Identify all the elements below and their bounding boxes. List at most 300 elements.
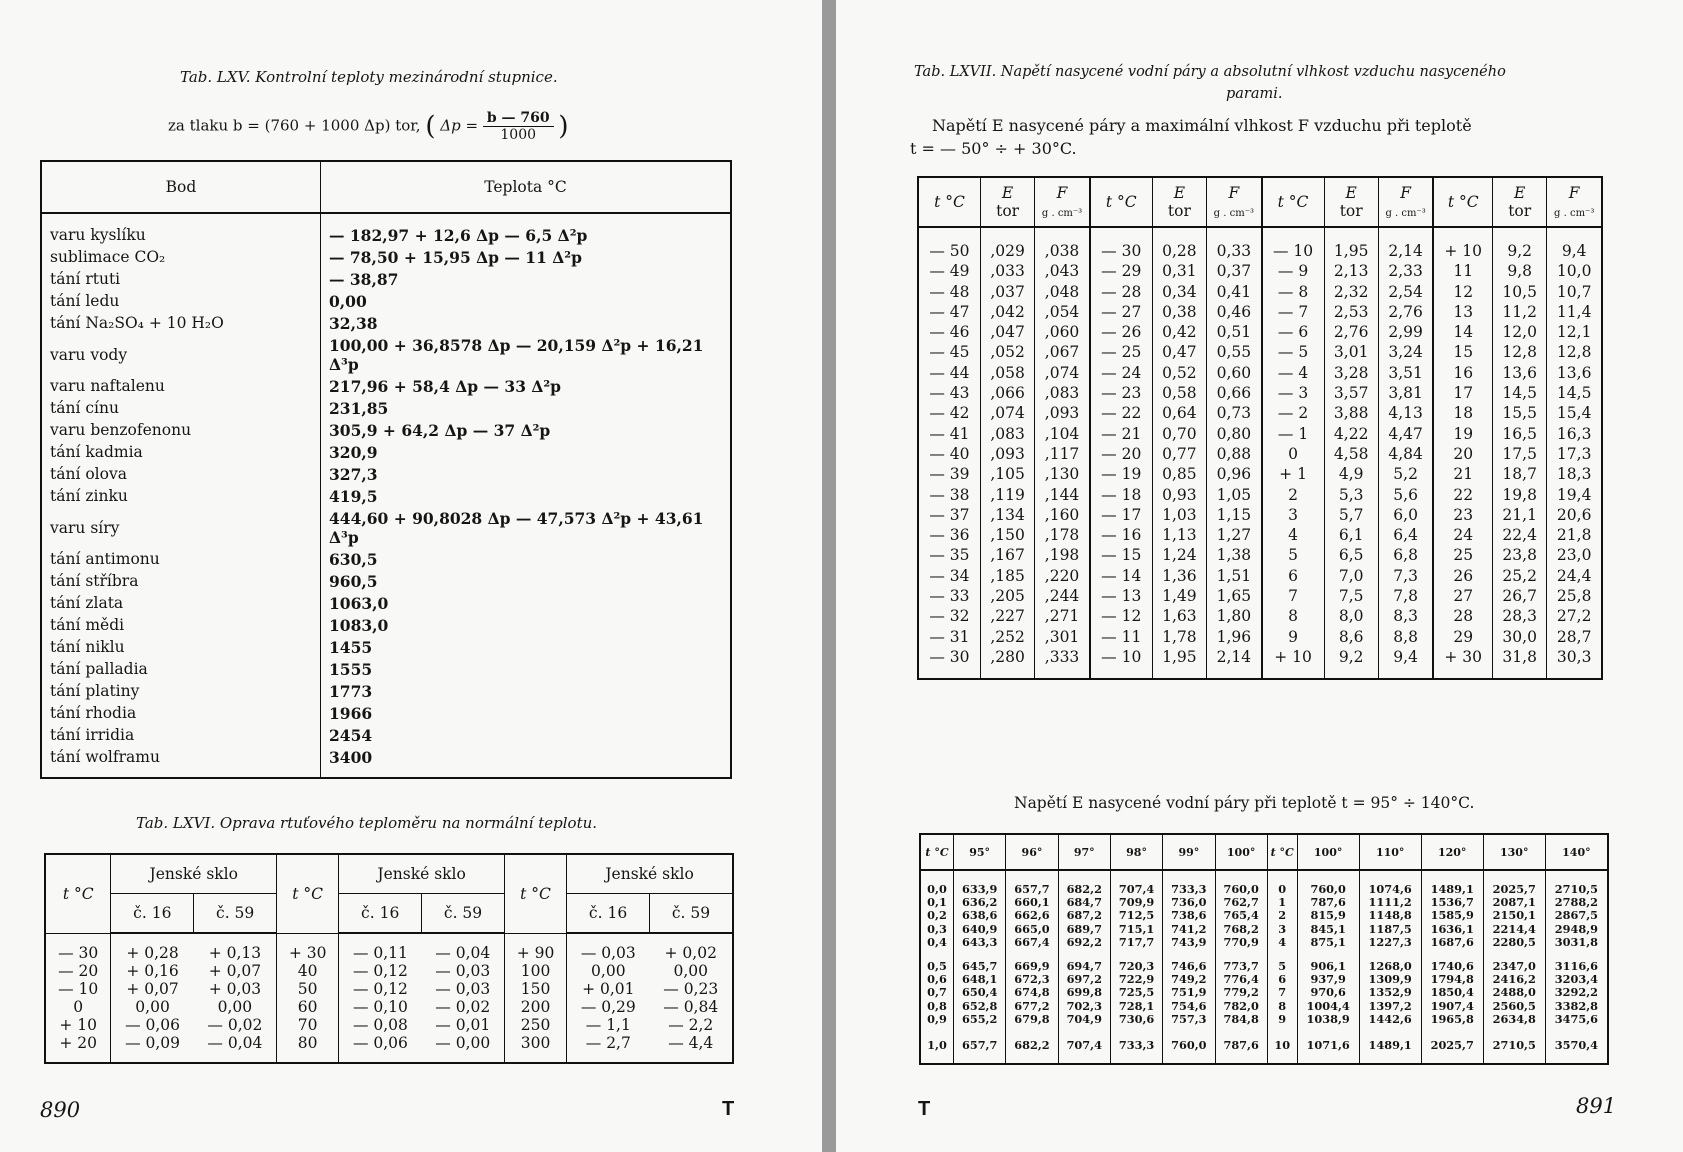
tab95-value-cell: 9	[1267, 1013, 1297, 1026]
tab67-f-value-cell: 9,4	[1378, 646, 1433, 679]
tab65-temperature: 1083,0	[329, 616, 389, 635]
tab67-t-value-cell: — 19	[1090, 463, 1152, 483]
tab67-e-value-cell: ,083	[980, 423, 1034, 443]
tab67-t-value-cell: 28	[1433, 605, 1492, 625]
tab67-t-value-cell: 20	[1433, 443, 1492, 463]
tab67-e-value-cell: 1,63	[1152, 605, 1206, 625]
tab67-row	[918, 646, 1602, 679]
tab67-e-value-cell: 1,36	[1152, 565, 1206, 585]
tab67-f-value-cell: 1,27	[1207, 524, 1262, 544]
tab65-point-name: tání mědi	[41, 615, 321, 637]
tab67-intro-line2: t = — 50° ÷ + 30°C.	[910, 139, 1077, 158]
tab66-glass16-cell: — 1,1	[567, 1016, 650, 1034]
tab67-e-value-cell: 3,01	[1324, 341, 1378, 361]
tab95-value-cell: 6	[1267, 973, 1297, 986]
tab65-point-name: tání olova	[41, 464, 321, 486]
tab67-e-value-cell: ,119	[980, 483, 1034, 503]
tab66-glass16-cell: 0,00	[111, 998, 194, 1016]
tab67-f-value-cell: 5,6	[1378, 483, 1433, 503]
tab95-header-cell: 98°	[1110, 834, 1162, 870]
tab95-value-cell: 0,6	[927, 972, 947, 987]
tab66-caption: Tab. LXVI. Oprava rtuťového teploměru na normální teplotu.	[136, 814, 598, 832]
tab67-t-value-cell: — 48	[929, 282, 970, 301]
tab65-row	[41, 269, 731, 291]
tab95-value-cell: 2488,0	[1483, 986, 1545, 999]
tab67-t-value-cell: — 1	[1262, 423, 1324, 443]
tab67-f-value-cell: 1,80	[1207, 605, 1262, 625]
tab65-row	[41, 291, 731, 313]
tab67-header-f-unit: g . cm⁻³	[1213, 208, 1254, 219]
tab95-value-cell: 751,9	[1163, 986, 1215, 999]
tab66-t-value-cell: 70	[277, 1016, 339, 1034]
tab95-value-cell: 2025,7	[1483, 870, 1545, 896]
tab95-value-cell: 717,7	[1110, 936, 1162, 949]
tab67-f-value-cell: ,130	[1035, 463, 1090, 483]
tab67-intro-line1: Napětí E nasycené páry a maximální vlhkost F vzduchu při teplotě	[932, 116, 1472, 135]
tab95-value-cell: 779,2	[1215, 986, 1267, 999]
tab67-e-value-cell: 2,76	[1324, 321, 1378, 341]
tab67-t-value-cell: — 15	[1090, 544, 1152, 564]
tab95-value-cell: 657,7	[954, 1026, 1006, 1064]
tab95-header-cell: 99°	[1163, 834, 1215, 870]
tab66-t-value-cell: 250	[504, 1016, 566, 1034]
tab67-f-value-cell: 0,55	[1207, 341, 1262, 361]
tab67-f-value-cell: 2,54	[1378, 281, 1433, 301]
tab67-header-f-unit: g . cm⁻³	[1385, 208, 1426, 219]
tab66-glass59-cell: — 0,02	[435, 998, 491, 1016]
tab67-e-value-cell: 8,6	[1324, 626, 1378, 646]
tab67-e-value-cell: 10,5	[1493, 281, 1547, 301]
tab67-e-value-cell: 2,13	[1324, 260, 1378, 280]
tab67-f-value-cell: ,048	[1035, 281, 1090, 301]
formula-prefix: za tlaku b = (760 + 1000 Δp) tor,	[168, 116, 421, 135]
tab67-header-e-unit: tor	[1167, 202, 1191, 220]
tab67-f-value-cell: 1,51	[1207, 565, 1262, 585]
tab95-value-cell: 687,2	[1058, 909, 1110, 922]
tab95-value-cell: 782,0	[1215, 1000, 1267, 1013]
tab65-point-name: varu naftalenu	[41, 376, 321, 398]
tab95-value-cell: 709,9	[1110, 896, 1162, 909]
tab67-t-value-cell: 12	[1433, 281, 1492, 301]
tab65-point-name: varu benzofenonu	[41, 420, 321, 442]
tab67-t-value-cell: 29	[1433, 626, 1492, 646]
tab95-value-cell: 2948,9	[1545, 923, 1608, 936]
tab95-value-cell: 1074,6	[1359, 870, 1421, 896]
tab65-row	[41, 313, 731, 335]
tab65-temperature: 1555	[329, 660, 373, 679]
tab95-row	[920, 1026, 1608, 1064]
tab67-t-value-cell: — 34	[929, 566, 970, 585]
tab65-row	[41, 593, 731, 615]
tab95-value-cell: 702,3	[1058, 1000, 1110, 1013]
formula-numerator: b — 760	[483, 110, 554, 127]
tab95-value-cell: 1489,1	[1359, 1026, 1421, 1064]
tab95-row	[920, 1000, 1608, 1013]
tab67-t-value-cell: 6	[1262, 565, 1324, 585]
tab95-value-cell: 672,3	[1006, 973, 1058, 986]
tab66-glass59-cell: — 0,03	[435, 962, 491, 980]
tab65-temperature: 1773	[329, 682, 373, 701]
tab67-e-value-cell: ,227	[980, 605, 1034, 625]
tab67-t-value-cell: — 41	[929, 424, 970, 443]
tab67-e-value-cell: 1,78	[1152, 626, 1206, 646]
page-number-left: 890	[40, 1098, 81, 1122]
tab67-f-value-cell: 8,8	[1378, 626, 1433, 646]
tab67-row	[918, 565, 1602, 585]
tab95-header-cell: 95°	[954, 834, 1006, 870]
tab67-row	[918, 463, 1602, 483]
tab67-t-value-cell: 11	[1433, 260, 1492, 280]
tab67-row	[918, 626, 1602, 646]
tab67-header-e-symbol: E	[1345, 184, 1357, 202]
tab67-t-value-cell: — 12	[1090, 605, 1152, 625]
tab67-e-value-cell: 14,5	[1493, 382, 1547, 402]
tab66-glass59-cell: 0,00	[217, 998, 253, 1016]
tab67-e-value-cell: 0,70	[1152, 423, 1206, 443]
tab95-value-cell: 8	[1267, 1000, 1297, 1013]
tab65-temperature: 3400	[329, 748, 373, 767]
tab67-e-value-cell: ,042	[980, 301, 1034, 321]
tab66-sub-16-3: č. 16	[567, 894, 650, 934]
tab67-t-value-cell: — 40	[929, 444, 970, 463]
tab95-value-cell: 2710,5	[1483, 1026, 1545, 1064]
tab66-glass59-cell: + 0,03	[208, 980, 262, 998]
tab67-t-value-cell: 13	[1433, 301, 1492, 321]
tab67-header-e-symbol: E	[1173, 184, 1186, 202]
tab95-value-cell: 0,7	[927, 985, 947, 1000]
tab95-value-cell: 0,0	[927, 882, 947, 896]
tab67-header-e	[1493, 177, 1547, 227]
tab67-t-value-cell: + 10	[1433, 227, 1492, 260]
tab67-header-e-symbol: E	[1514, 184, 1526, 202]
tab95-value-cell: 684,7	[1058, 896, 1110, 909]
tab65-point-name: tání rhodia	[41, 703, 321, 725]
tab67-f-value-cell: ,117	[1035, 443, 1090, 463]
tab67-t-value-cell: — 30	[1090, 227, 1152, 260]
tab95-value-cell: 765,4	[1215, 909, 1267, 922]
tab66-glass59-cell: — 0,01	[435, 1016, 491, 1034]
tab95-value-cell: 636,2	[954, 896, 1006, 909]
tab67-e-value-cell: 3,28	[1324, 362, 1378, 382]
tab95-value-cell: 3031,8	[1545, 936, 1608, 949]
tab67-e-value-cell: 0,58	[1152, 382, 1206, 402]
tab65-row	[41, 486, 731, 508]
tab67-t-value-cell: — 25	[1090, 341, 1152, 361]
tab65-row	[41, 703, 731, 725]
tab67-header-e	[980, 177, 1034, 227]
tab67-header-t: t °C	[918, 177, 980, 227]
tab66-glass59-cell: — 0,04	[207, 1034, 263, 1052]
tab95-value-cell: 679,8	[1006, 1013, 1058, 1026]
tab95-value-cell: 733,3	[1110, 1026, 1162, 1064]
tab67-f-value-cell: 5,2	[1378, 463, 1433, 483]
tab95-header-cell: 100°	[1215, 834, 1267, 870]
tab67-f-value-cell: ,067	[1035, 341, 1090, 361]
tab67-row	[918, 423, 1602, 443]
tab65-row	[41, 247, 731, 269]
tab65-point-name: sublimace CO₂	[41, 247, 321, 269]
tab67-e-value-cell: ,074	[980, 402, 1034, 422]
tab67-t-value-cell: 5	[1262, 544, 1324, 564]
tab67-t-value-cell: + 30	[1433, 646, 1492, 679]
tab95-value-cell: 784,8	[1215, 1013, 1267, 1026]
tab95-value-cell: 760,0	[1163, 1026, 1215, 1064]
tab67-e-value-cell: 13,6	[1493, 362, 1547, 382]
tab67-row	[918, 605, 1602, 625]
tab67-t-value-cell: — 26	[1090, 321, 1152, 341]
tab67-e-value-cell: 26,7	[1493, 585, 1547, 605]
tab67-e-value-cell: 9,8	[1493, 260, 1547, 280]
tab95-value-cell: 1,0	[927, 1038, 947, 1053]
tab95-value-cell: 2710,5	[1545, 870, 1608, 896]
tab95-value-cell: 682,2	[1058, 870, 1110, 896]
tab65-formula	[168, 110, 569, 143]
tab65-point-name: tání stříbra	[41, 571, 321, 593]
tab66-sub-59-1: č. 59	[194, 894, 277, 934]
tab67-t-value-cell: — 22	[1090, 402, 1152, 422]
tab95-header-cell: 110°	[1359, 834, 1421, 870]
tab66-glass16-cell: — 0,29	[567, 998, 650, 1016]
tab67-t-value-cell: — 4	[1262, 362, 1324, 382]
tab67-t-value-cell: — 5	[1262, 341, 1324, 361]
tab67-f-value-cell: 9,4	[1547, 227, 1602, 260]
tab65-point-name: tání rtuti	[41, 269, 321, 291]
page-number-right: 891	[1576, 1094, 1617, 1118]
tab67-t-value-cell: 17	[1433, 382, 1492, 402]
tab67-f-value-cell: 0,37	[1207, 260, 1262, 280]
formula-fraction	[483, 110, 554, 143]
tab66-glass59-cell: — 4,4	[668, 1034, 714, 1052]
tab67-t-value-cell: — 28	[1090, 281, 1152, 301]
tab95-value-cell: 712,5	[1110, 909, 1162, 922]
tab67-f-value-cell: 6,0	[1378, 504, 1433, 524]
tab95-value-cell: 3475,6	[1545, 1013, 1608, 1026]
tab95-value-cell: 738,6	[1163, 909, 1215, 922]
tab67-e-value-cell: ,029	[980, 227, 1034, 260]
tab65-point-name: tání kadmia	[41, 442, 321, 464]
tab95-value-cell: 743,9	[1163, 936, 1215, 949]
tab65-row	[41, 442, 731, 464]
tab67-f-value-cell: 0,88	[1207, 443, 1262, 463]
tab67-f-value-cell: ,178	[1035, 524, 1090, 544]
tab67-t-value-cell: — 20	[1090, 443, 1152, 463]
tab66-sub-16-1: č. 16	[111, 894, 194, 934]
tab67-header-f	[1547, 177, 1602, 227]
tab67-t-value-cell: 0	[1262, 443, 1324, 463]
tab66-glass59-cell: — 0,00	[435, 1034, 491, 1052]
tab65-row	[41, 659, 731, 681]
tab65-point-name: tání wolframu	[41, 747, 321, 779]
tab65-temperature: — 78,50 + 15,95 Δp — 11 Δ²p	[329, 248, 582, 267]
tab67-e-value-cell: 3,88	[1324, 402, 1378, 422]
tab67-e-value-cell: 6,1	[1324, 524, 1378, 544]
tab95-value-cell: 787,6	[1215, 1026, 1267, 1064]
tab67-f-value-cell: 10,0	[1547, 260, 1602, 280]
tab67-f-value-cell: 7,8	[1378, 585, 1433, 605]
tab95-value-cell: 0,8	[927, 998, 947, 1013]
tab67-t-value-cell: — 43	[929, 384, 970, 403]
tab65-row	[41, 420, 731, 442]
tab67-e-value-cell: 12,8	[1493, 341, 1547, 361]
tab67-f-value-cell: 12,1	[1547, 321, 1602, 341]
tab65-temperature: 100,00 + 36,8578 Δp — 20,159 Δ²p + 16,21 Δ³p	[329, 336, 704, 374]
tab66-row	[45, 980, 733, 998]
tab95-value-cell: 648,1	[954, 973, 1006, 986]
tab67-header-f-symbol: F	[1568, 184, 1580, 202]
tab65-point-name: tání zinku	[41, 486, 321, 508]
tab95-value-cell: 3116,6	[1545, 949, 1608, 973]
tab67-e-value-cell: 0,85	[1152, 463, 1206, 483]
tab66-t-value-cell: 100	[504, 962, 566, 980]
book-gutter	[822, 0, 836, 1152]
tab95-value-cell: 1227,3	[1359, 936, 1421, 949]
tab95-value-cell: 1907,4	[1421, 1000, 1483, 1013]
tab66-group-header-2: Jenské sklo	[339, 854, 505, 894]
tab67-t-value-cell: — 10	[1090, 646, 1152, 679]
tab67-f-value-cell: 2,33	[1378, 260, 1433, 280]
tab95-header-cell: 140°	[1545, 834, 1608, 870]
tab95-value-cell: 633,9	[954, 870, 1006, 896]
tab66-t-header-2: t °C	[277, 854, 339, 933]
tab65-point-name: tání irridia	[41, 725, 321, 747]
tab95-value-cell: 10	[1267, 1026, 1297, 1064]
tab95-value-cell: 652,8	[954, 1000, 1006, 1013]
tab65-row	[41, 213, 731, 247]
tab67-header-e	[1324, 177, 1378, 227]
tab67-f-value-cell: ,043	[1035, 260, 1090, 280]
tab67-e-value-cell: 15,5	[1493, 402, 1547, 422]
tab67-row	[918, 341, 1602, 361]
tab67-t-value-cell: 2	[1262, 483, 1324, 503]
tab67-e-value-cell: ,150	[980, 524, 1034, 544]
tab67-e-value-cell: 18,7	[1493, 463, 1547, 483]
tab95-value-cell: 1187,5	[1359, 923, 1421, 936]
tab67-header-f-unit: g . cm⁻³	[1554, 208, 1595, 219]
tab95-header-cell: t °C	[920, 834, 954, 870]
tab67-t-value-cell: — 3	[1262, 382, 1324, 402]
tab67-t-value-cell: — 11	[1090, 626, 1152, 646]
tab67-e-value-cell: 0,93	[1152, 483, 1206, 503]
tab95-value-cell: 4	[1267, 936, 1297, 949]
tab67-e-value-cell: 28,3	[1493, 605, 1547, 625]
tab67-e-value-cell: 4,58	[1324, 443, 1378, 463]
tab66-glass16-cell: 0,00	[567, 962, 650, 980]
tab95-value-cell: 1687,6	[1421, 936, 1483, 949]
tab67-e-value-cell: 23,8	[1493, 544, 1547, 564]
tab67-header-e-unit: tor	[1508, 202, 1532, 220]
tab65-row	[41, 398, 731, 420]
tab95-value-cell: 1740,6	[1421, 949, 1483, 973]
tab95-value-cell: 0,2	[927, 908, 947, 923]
tab67-t-value-cell: 22	[1433, 483, 1492, 503]
tab95-value-cell: 2	[1267, 909, 1297, 922]
tab95-value-cell: 689,7	[1058, 923, 1110, 936]
tab67-t-value-cell: 16	[1433, 362, 1492, 382]
tab67-e-value-cell: 5,3	[1324, 483, 1378, 503]
tab95-caption: Napětí E nasycené vodní páry při teplotě t = 95° ÷ 140°C.	[1014, 794, 1475, 812]
tab67-e-value-cell: ,052	[980, 341, 1034, 361]
tab67-f-value-cell: 4,47	[1378, 423, 1433, 443]
tab65-caption: Tab. LXV. Kontrolní teploty mezinárodní stupnice.	[180, 68, 558, 86]
tab66-row	[45, 1034, 733, 1063]
tab67-t-value-cell: — 2	[1262, 402, 1324, 422]
tab67-header-e-unit: tor	[1339, 202, 1363, 220]
tab95-value-cell: 1585,9	[1421, 909, 1483, 922]
tab67-e-value-cell: ,252	[980, 626, 1034, 646]
tab95-value-cell: 669,9	[1006, 949, 1058, 973]
tab67-e-value-cell: ,033	[980, 260, 1034, 280]
tab67-e-value-cell: ,047	[980, 321, 1034, 341]
tab65-point-name: tání Na₂SO₄ + 10 H₂O	[41, 313, 321, 335]
tab66-glass16-cell: — 0,10	[339, 998, 422, 1016]
tab65-header-teplota: Teplota °C	[321, 161, 732, 213]
tab67-header-t: t °C	[1090, 177, 1152, 227]
tab67-f-value-cell: 2,14	[1378, 227, 1433, 260]
tab67-e-value-cell: 1,13	[1152, 524, 1206, 544]
tab67-header-f-symbol: F	[1400, 184, 1412, 202]
tab65-temperature: 327,3	[329, 465, 378, 484]
tab66-t-value-cell: 300	[504, 1034, 566, 1063]
tab67-e-value-cell: 0,64	[1152, 402, 1206, 422]
tab67-e-value-cell: 9,2	[1324, 646, 1378, 679]
tab95-value-cell: 776,4	[1215, 973, 1267, 986]
tab95-value-cell: 3	[1267, 923, 1297, 936]
tab66-t-value-cell: 80	[277, 1034, 339, 1063]
tab65-temperature: 960,5	[329, 572, 378, 591]
tab67-e-value-cell: 0,47	[1152, 341, 1206, 361]
tab66-glass16-cell: + 0,28	[111, 933, 194, 962]
tab67-f-value-cell: 4,13	[1378, 402, 1433, 422]
tab67-e-value-cell: ,037	[980, 281, 1034, 301]
tab67-f-value-cell: 15,4	[1547, 402, 1602, 422]
tab95-value-cell: 699,8	[1058, 986, 1110, 999]
tab67-t-value-cell: — 23	[1090, 382, 1152, 402]
tab95-header-cell: 130°	[1483, 834, 1545, 870]
tab65-temperature: 419,5	[329, 487, 378, 506]
tab66-glass16-cell: — 0,11	[339, 933, 422, 962]
tab95-value-cell: 2087,1	[1483, 896, 1545, 909]
tab66-glass59-cell: — 2,2	[668, 1016, 714, 1034]
publisher-logo-right: T	[918, 1098, 931, 1120]
tab95-value-cell: 667,4	[1006, 936, 1058, 949]
tab65-point-name: tání platiny	[41, 681, 321, 703]
tab67-f-value-cell: 1,15	[1207, 504, 1262, 524]
tab67-table	[917, 176, 1603, 680]
tab95-value-cell: 1	[1267, 896, 1297, 909]
tab67-t-value-cell: 14	[1433, 321, 1492, 341]
tab95-header-cell: t °C	[1267, 834, 1297, 870]
tab67-row	[918, 483, 1602, 503]
tab67-f-value-cell: 1,96	[1207, 626, 1262, 646]
tab95-value-cell: 665,0	[1006, 923, 1058, 936]
tab67-e-value-cell: ,058	[980, 362, 1034, 382]
tab95-value-cell: 875,1	[1297, 936, 1359, 949]
tab67-t-value-cell: — 39	[929, 465, 970, 484]
tab67-f-value-cell: 2,76	[1378, 301, 1433, 321]
tab67-t-value-cell: — 21	[1090, 423, 1152, 443]
tab95-value-cell: 773,7	[1215, 949, 1267, 973]
tab67-row	[918, 585, 1602, 605]
tab67-e-value-cell: ,066	[980, 382, 1034, 402]
tab66-t-value-cell: 0	[45, 998, 111, 1016]
tab67-t-value-cell: 4	[1262, 524, 1324, 544]
tab67-e-value-cell: 25,2	[1493, 565, 1547, 585]
tab95-value-cell: 720,3	[1110, 949, 1162, 973]
tab67-f-value-cell: 28,7	[1547, 626, 1602, 646]
tab66-t-value-cell: + 10	[45, 1016, 111, 1034]
tab67-row	[918, 281, 1602, 301]
tab67-header-f	[1207, 177, 1262, 227]
